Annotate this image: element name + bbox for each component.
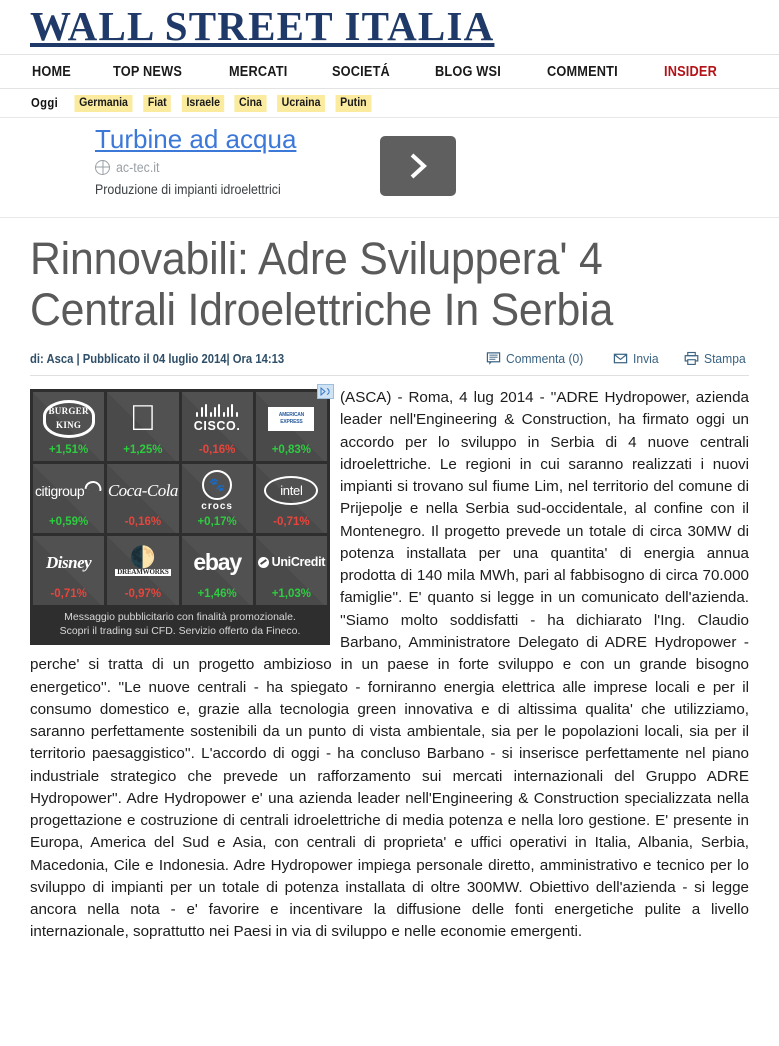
unicredit-logo-icon: UniCredit	[256, 536, 327, 589]
send-action[interactable]	[613, 351, 660, 366]
stock-tile[interactable]	[33, 392, 104, 461]
article-body-container	[30, 387, 749, 944]
stock-tile-grid	[30, 389, 330, 608]
ad-disclaimer	[30, 608, 330, 645]
stock-tile[interactable]	[107, 464, 178, 533]
inline-stock-ad[interactable]	[30, 389, 330, 645]
stock-change: +0,59%	[48, 516, 89, 529]
stock-tile[interactable]	[182, 464, 253, 533]
trending-tag-bar	[0, 89, 779, 118]
tag-cina[interactable]: Cina	[234, 95, 266, 112]
stock-change: +0,17%	[197, 516, 237, 529]
disney-logo-icon: Disney	[46, 553, 92, 573]
stock-change: +1,46%	[197, 588, 237, 601]
top-ad-next-button[interactable]	[380, 136, 456, 196]
masthead	[0, 0, 779, 55]
article-actions	[462, 351, 749, 366]
comment-action[interactable]	[486, 351, 589, 366]
print-action-label: Stampa	[704, 351, 746, 367]
top-ad-title[interactable]: Turbine ad acqua	[95, 124, 297, 155]
envelope-icon	[613, 351, 628, 366]
stock-tile[interactable]	[107, 536, 178, 605]
nav-item-top-news[interactable]: TOP NEWS	[113, 63, 183, 80]
tag-germania[interactable]: Germania	[75, 95, 133, 112]
american-express-logo-icon: AMERICAN EXPRESS	[256, 392, 327, 445]
stock-change: -0,16%	[198, 444, 236, 457]
adchoices-icon[interactable]	[317, 384, 334, 399]
comment-icon	[486, 351, 501, 366]
nav-item-blog-wsi[interactable]: BLOG WSI	[434, 63, 501, 80]
tag-putin[interactable]: Putin	[336, 95, 372, 112]
top-ad-url-row	[95, 160, 297, 175]
stock-tile[interactable]	[182, 536, 253, 605]
burger-king-logo-icon: BURGER KING	[33, 392, 104, 445]
stock-change: -0,71%	[273, 516, 310, 529]
intel-logo-icon: intel	[256, 464, 327, 517]
byline-row	[30, 351, 749, 376]
stock-tile[interactable]	[33, 464, 104, 533]
byline: di: Asca | Pubblicato il 04 luglio 2014| Ora 14:13	[30, 351, 285, 366]
print-action[interactable]	[684, 351, 749, 366]
printer-icon	[684, 351, 699, 366]
citigroup-logo-icon: citigroup	[33, 464, 104, 517]
nav-item-mercati[interactable]: MERCATI	[228, 63, 288, 80]
stock-tile[interactable]	[182, 392, 253, 461]
site-logo[interactable]: WALL STREET ITALIA	[30, 3, 495, 49]
stock-change: +0,83%	[271, 444, 312, 457]
nav-item-home[interactable]: HOME	[32, 63, 71, 80]
stock-tile[interactable]	[256, 392, 327, 461]
tag-fiat[interactable]: Fiat	[143, 95, 171, 112]
stock-change: -0,97%	[124, 588, 162, 601]
tagbar-label: Oggi	[31, 96, 59, 111]
top-banner-ad[interactable]	[0, 118, 779, 218]
apple-logo-icon	[107, 392, 178, 445]
nav-item-insider[interactable]: INSIDER	[664, 63, 718, 80]
article-body-text: (ASCA) - Roma, 4 lug 2014 - ''ADRE Hydropower, azienda leader nell'Engineering & Construction, ha firmato oggi un accordo per lo sviluppo in Serbia di 4 nuove centrali idroelettriche. Le regioni in cui saranno realizzati i nuovi impianti si trovano sul fiume Lim, nel territorio del comune di Prijepolje e nella Serbia sud-occidentale, al confine con il Montenegro. Il progetto prevede un totale di circa 30MW di potenza installata per una quantita' di energia annua prodotta di 140 mila MWh, pari al fabbisogno di circa 70.000 famiglie''. E' quanto si legge in un comunicato dell'azienda. ''Siamo molto soddisfatti - ha dichiarato l'Ing. Claudio Barbano, Amministratore Delegato di ADRE Hydropower - perche' si tratta di un progetto ambizioso in un paese in forte sviluppo e con un grande bisogno energetico''. ''Le nuove centrali - ha spiegato - forniranno energia elettrica alle imprese locali e per il consumo domestico e, grazie alla tecnologia green innovativa e di altissima qualita' che utilizziamo, saranno perfettamente sostenibili da un punto di vista ambientale, sia per le popolazioni locali, sia per il territorio paesaggistico''. L'accordo di oggi - ha concluso Barbano - si inserisce perfettamente nel piano industriale strategico che prevede un rafforzamento sui mercati internazionali del Gruppo ADRE Hydropower''. Adre Hydropower e' una azienda leader nell'Engineering & Construction specializzata nella progettazione e costruzione di centrali idroelettriche di media potenza e nella loro gestione. E' presente in Europa, America del Sud e Asia, con centrali di proprieta' e uffici operativi in Italia, Albania, Serbia, Macedonia, Cile e Indonesia. Adre Hydropower impiega personale diretto, amministrativo e tecnico per lo sviluppo di impianti per un totale di potenza installata di oltre 300MW. Obiettivo dell'azienda - si legge ancora nella nota - e' favorire e incentivare la diffusione delle fonti energetiche pulite a livello internazionale, soprattutto nei Paesi in via di sviluppo e nelle economie emergenti.	[30, 389, 749, 941]
cisco-logo-icon: CISCO.	[182, 392, 253, 445]
coca-cola-logo-icon: Coca-Cola	[107, 481, 178, 501]
send-action-label: Invia	[632, 351, 659, 367]
globe-icon	[95, 160, 110, 175]
stock-tile[interactable]	[256, 464, 327, 533]
top-ad-text	[95, 125, 297, 197]
ad-disclaimer-line-2: Scopri il trading sui CFD. Servizio offerto da Fineco.	[59, 624, 301, 637]
stock-change: +1,03%	[271, 588, 312, 601]
tag-israele[interactable]: Israele	[181, 95, 224, 112]
comment-action-label: Commenta (0)	[505, 351, 583, 367]
main-navigation	[0, 55, 779, 89]
nav-item-societa[interactable]: SOCIETÁ	[332, 63, 391, 80]
stock-change: +1,25%	[123, 444, 163, 457]
dreamworks-logo-icon: 🌓 DREAMWORKS	[117, 546, 169, 576]
page-title: Rinnovabili: Adre Sviluppera' 4 Centrali Idroelettriche In Serbia	[30, 233, 614, 335]
stock-change: +1,51%	[48, 444, 89, 457]
ad-disclaimer-line-1: Messaggio pubblicitario con finalità promozionale.	[64, 611, 296, 624]
chevron-right-icon	[407, 151, 429, 181]
stock-change: -0,71%	[50, 588, 87, 601]
ebay-logo-icon: ebay	[193, 549, 241, 576]
tag-ucraina[interactable]: Ucraina	[277, 95, 325, 112]
top-ad-description: Produzione di impianti idroelettrici	[95, 181, 281, 197]
top-ad-url: ac-tec.it	[116, 159, 160, 175]
nav-item-commenti[interactable]: COMMENTI	[546, 63, 618, 80]
stock-tile[interactable]	[256, 536, 327, 605]
stock-change: -0,16%	[124, 516, 162, 529]
stock-tile[interactable]	[33, 536, 104, 605]
stock-tile[interactable]	[107, 392, 178, 461]
crocs-logo-icon: 🐾 crocs	[182, 464, 253, 517]
